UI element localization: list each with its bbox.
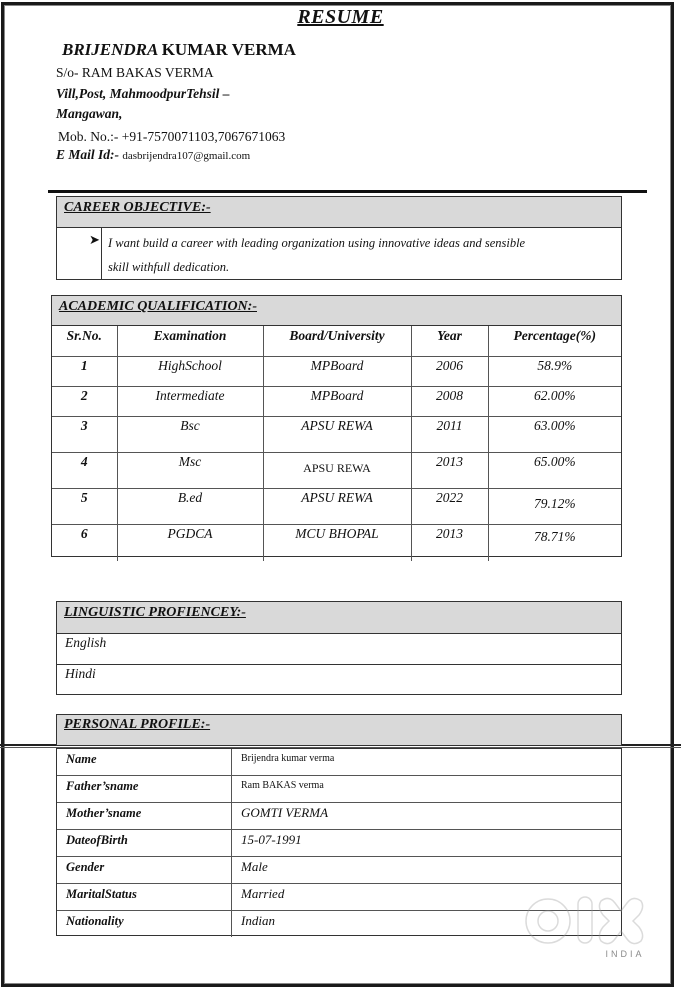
profile-value: Male: [232, 857, 622, 884]
table-row: [52, 489, 621, 525]
cell-board: APSU REWA: [263, 417, 411, 453]
academic-heading: ACADEMIC QUALIFICATION:-: [52, 296, 621, 326]
table-row: [52, 453, 621, 489]
email-line: [56, 147, 250, 163]
table-row: [52, 525, 621, 561]
email-label: E Mail Id:-: [56, 147, 120, 162]
career-objective-section: [56, 196, 622, 280]
profile-value: Married: [232, 884, 622, 911]
language-item: Hindi: [65, 666, 96, 681]
mobile-value: +91-7570071103,7067671063: [121, 129, 286, 144]
cell-board: APSU REWA: [263, 489, 411, 525]
cell-board: MPBoard: [263, 387, 411, 417]
career-objective-heading: CAREER OBJECTIVE:-: [57, 197, 621, 228]
cell-exam: Intermediate: [117, 387, 263, 417]
profile-key: DateofBirth: [57, 830, 232, 857]
name-first: BRIJENDRA: [62, 40, 158, 59]
watermark-subtext: INDIA: [605, 949, 645, 959]
language-item: English: [57, 634, 621, 665]
profile-key: Name: [57, 749, 232, 776]
col-header: Board/University: [263, 326, 411, 357]
profile-value: Ram BAKAS verma: [232, 776, 622, 803]
linguistic-heading: LINGUISTIC PROFIENCEY:-: [57, 602, 621, 634]
email-value[interactable]: dasbrijendra107@gmail.com: [122, 150, 251, 162]
cell-year: 2013: [411, 525, 488, 561]
cell-year: 2006: [411, 357, 488, 387]
cell-sr: 3: [52, 417, 117, 453]
cell-sr: 5: [52, 489, 117, 525]
cell-year: 2008: [411, 387, 488, 417]
cell-exam: Bsc: [117, 417, 263, 453]
profile-row: [57, 803, 621, 830]
cell-pct: 79.12%: [488, 489, 621, 525]
cell-exam: HighSchool: [117, 357, 263, 387]
cell-exam: PGDCA: [117, 525, 263, 561]
profile-key: MaritalStatus: [57, 884, 232, 911]
cell-pct: 78.71%: [488, 525, 621, 561]
personal-profile-header: [56, 714, 622, 746]
cell-sr: 2: [52, 387, 117, 417]
candidate-name: [62, 40, 296, 60]
cell-year: 2013: [411, 453, 488, 489]
olx-watermark-logo: [523, 893, 648, 949]
cell-year: 2022: [411, 489, 488, 525]
address-line-1: Vill,Post, MahmoodpurTehsil –: [56, 86, 230, 101]
profile-key: Nationality: [57, 911, 232, 938]
cell-pct: 58.9%: [488, 357, 621, 387]
cell-sr: 6: [52, 525, 117, 561]
mobile-label: Mob. No.:-: [58, 129, 119, 144]
arrowhead-bullet-icon: ➤: [89, 232, 100, 247]
profile-key: Gender: [57, 857, 232, 884]
profile-value: GOMTI VERMA: [232, 803, 622, 830]
profile-value: Brijendra kumar verma: [232, 749, 622, 776]
parent-name: S/o- RAM BAKAS VERMA: [56, 65, 214, 80]
academic-section: [51, 295, 622, 557]
objective-line-2: skill withfull dedication.: [108, 260, 230, 274]
mobile-line: [58, 129, 285, 145]
cell-pct: 62.00%: [488, 387, 621, 417]
profile-key: Mother’sname: [57, 803, 232, 830]
profile-key: Father’sname: [57, 776, 232, 803]
cell-exam: B.ed: [117, 489, 263, 525]
objective-line-1: I want build a career with leading organization using innovative ideas and sensible: [108, 236, 526, 250]
header-divider: [48, 190, 647, 193]
table-row: [52, 387, 621, 417]
resume-title: RESUME: [297, 6, 384, 28]
cell-exam: Msc: [117, 453, 263, 489]
table-row: [52, 357, 621, 387]
profile-value: Indian: [232, 911, 622, 938]
profile-row: [57, 830, 621, 857]
cell-pct: 63.00%: [488, 417, 621, 453]
linguistic-section: [56, 601, 622, 695]
cell-year: 2011: [411, 417, 488, 453]
name-rest: KUMAR VERMA: [161, 40, 296, 59]
profile-row: [57, 749, 621, 776]
table-row: [52, 417, 621, 453]
col-header: Examination: [117, 326, 263, 357]
cell-board: MCU BHOPAL: [263, 525, 411, 561]
profile-row: [57, 857, 621, 884]
cell-board: APSU REWA: [263, 453, 411, 489]
col-header: Year: [411, 326, 488, 357]
cell-pct: 65.00%: [488, 453, 621, 489]
personal-heading: PERSONAL PROFILE:-: [57, 715, 621, 745]
academic-table: [52, 326, 621, 561]
profile-value: 15-07-1991: [232, 830, 622, 857]
profile-row: [57, 776, 621, 803]
col-header: Sr.No.: [52, 326, 117, 357]
objective-text: [108, 231, 608, 279]
col-header: Percentage(%): [488, 326, 621, 357]
cell-board: MPBoard: [263, 357, 411, 387]
academic-header-row: [52, 326, 621, 357]
cell-sr: 4: [52, 453, 117, 489]
address-line-2: Mangawan,: [56, 106, 123, 121]
cell-sr: 1: [52, 357, 117, 387]
